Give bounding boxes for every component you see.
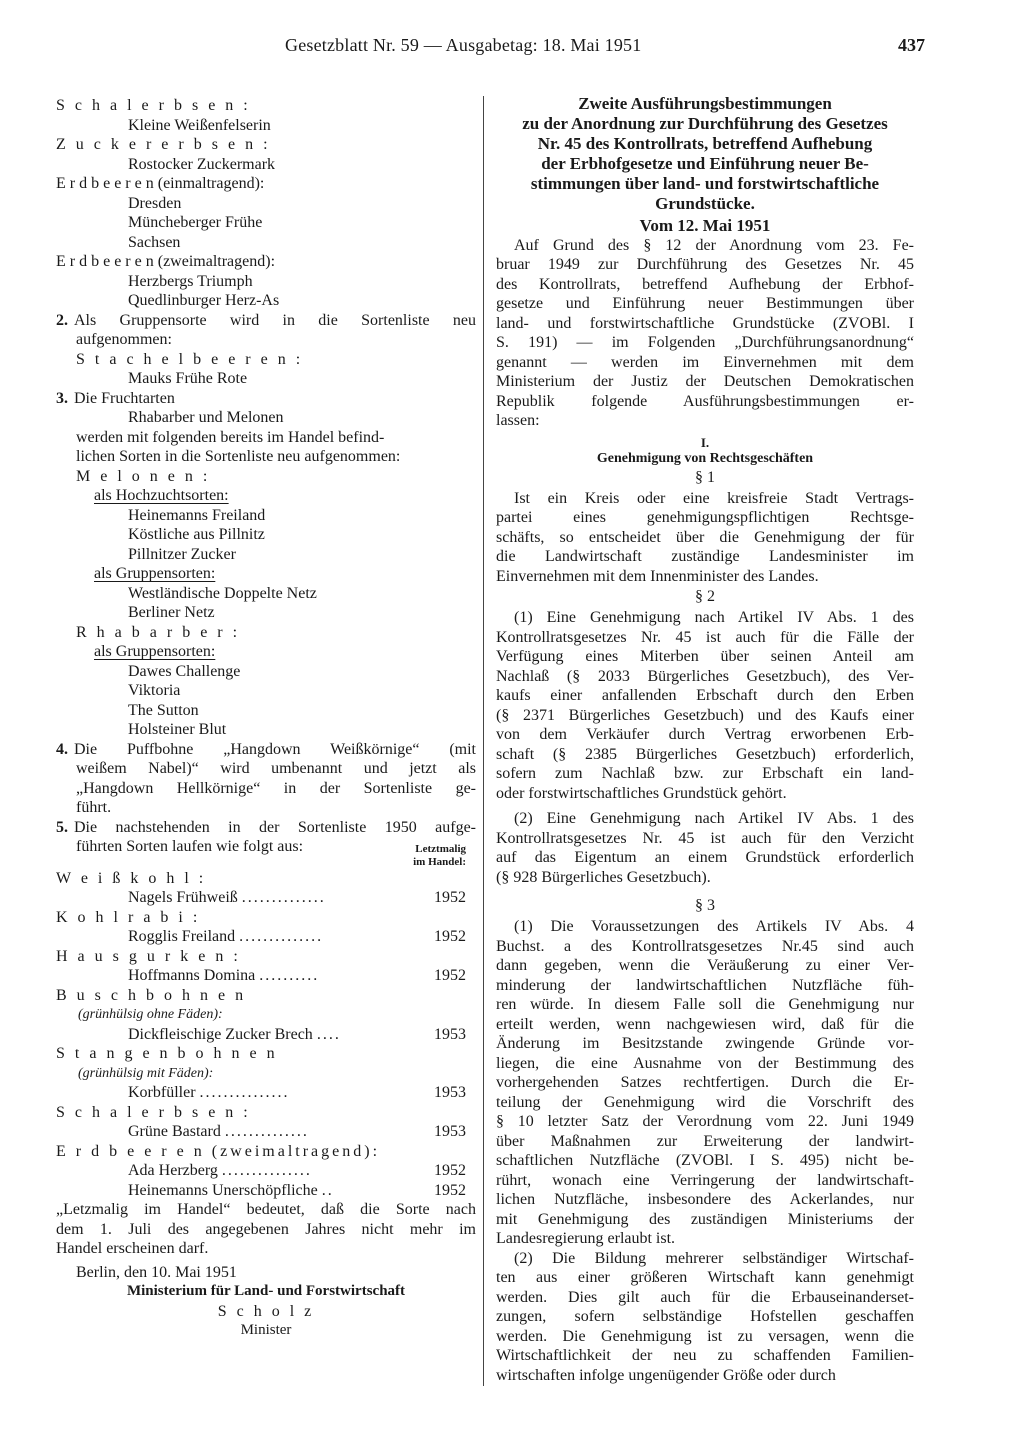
title-line: Nr. 45 des Kontrollrats, betreffend Aufhebung [537, 134, 873, 153]
leader-dots: ............... [199, 1084, 290, 1101]
category-label: S c h a l e r b s e n : [56, 97, 251, 114]
column-divider [483, 96, 484, 1386]
text-line: Landesregierung erlaubt ist. [496, 1230, 676, 1247]
text-line: (1) Eine Genehmigung nach Artikel IV Abs. 1 des [514, 609, 914, 626]
text-line: führten Sorten laufen wie folgt aus: [76, 838, 304, 855]
intro-paragraph [496, 236, 914, 431]
page-number: 437 [898, 35, 925, 55]
variety-name: Rogglis Freiland [128, 928, 236, 945]
expiry-year: 1953 [434, 1025, 466, 1043]
variety-name: Ada Herzberg [128, 1162, 218, 1179]
decree-title [496, 94, 914, 214]
variety-name: Sachsen [128, 233, 181, 251]
item-number: 2. [56, 311, 68, 329]
category-label: M e l o n e n : [76, 467, 211, 485]
section-1-text [496, 489, 914, 587]
text-line: S. 191) — im Folgenden „Durchführungsanordnung“ [496, 334, 914, 351]
subcategory-label: als Gruppensorten: [94, 565, 216, 582]
signer-title: Minister [240, 1322, 292, 1338]
category-label: E r d b e e r e n (einmaltragend): [56, 175, 265, 192]
table-row [56, 1181, 476, 1201]
table-row [56, 1025, 476, 1045]
subcategory-label: als Hochzuchtsorten: [94, 487, 229, 504]
text-line: Einvernehmen mit dem Innenminister des Landes. [496, 567, 819, 585]
title-line: Grundstücke. [655, 194, 755, 213]
right-column [496, 94, 914, 1385]
section-2-paragraph-1 [496, 608, 914, 803]
text-line: Kontrollratsgesetzes Nr. 45 ist auch für den Verzicht [496, 829, 914, 847]
text-line: ren würde. In diesem Falle soll die Genehmigung nur [496, 996, 914, 1013]
variety-name: Dickfleischige Zucker Brech [128, 1025, 313, 1043]
text-line: auf das Eigentum an einem Grundstück erforderlich [496, 849, 914, 866]
text-line: land- und forstwirtschaftliche Grundstücke (ZVOBl. I [496, 314, 914, 332]
variety-name: Quedlinburger Herz-As [128, 292, 280, 309]
text-line: schäfts, so entscheidet über die Genehmigung der für [496, 528, 914, 546]
text-line: (§ 2371 Bürgerliches Gesetzbuch) und des Kaufs einer [496, 706, 914, 724]
variety-name: Müncheberger Frühe [128, 214, 263, 231]
text-line: sofern zum Nachlaß bzw. zur Erbschaft ein land- [496, 765, 914, 782]
text-line: „Letzmalig im Handel“ bedeutet, daß die Sorte nach [56, 1201, 476, 1218]
expiry-year: 1952 [434, 928, 466, 945]
text-line: kaufs einer anfallenden Erbschaft durch den Erben [496, 687, 914, 704]
text-line: Die Puffbohne „Hangdown Weißkörnige“ (mit [74, 740, 476, 758]
text-line: führt. [76, 799, 112, 816]
place-date: Berlin, den 10. Mai 1951 [76, 1263, 237, 1281]
variety-name: Dawes Challenge [128, 662, 241, 680]
section-3-paragraph-2 [496, 1249, 914, 1386]
text-line: Buchst. a des Kontrollratsgesetzes Nr.45 sind auch [496, 937, 914, 955]
variety-name: The Sutton [128, 701, 199, 719]
variety-name: Pillnitzer Zucker [128, 545, 236, 563]
text-line: Als Gruppensorte wird in die Sortenliste neu [74, 311, 476, 329]
table-row [56, 1161, 476, 1181]
part-number: I. [700, 434, 710, 450]
text-line: Rhabarber und Melonen [128, 409, 284, 426]
expiry-table [56, 869, 476, 1201]
leader-dots: .... [316, 1025, 341, 1043]
item-2 [56, 311, 476, 389]
variety-name: Hoffmanns Domina [128, 967, 256, 984]
category-label: S t a c h e l b e e r e n : [76, 350, 304, 368]
text-line: mit Genehmigung des zuständigen Ministeriums der [496, 1210, 914, 1228]
text-line: oder forstwirtschaftliches Grundstück gehört. [496, 784, 787, 802]
text-line: (1) Die Voraussetzungen des Artikels IV Abs. 4 [514, 918, 914, 935]
subcategory-label: als Gruppensorten: [94, 643, 216, 660]
category-label: Z u c k e r e r b s e n : [56, 136, 271, 153]
text-line: dann gegeben, wenn die Veräußerung zu einer Ver- [496, 957, 914, 974]
category-note: (grünhülsig ohne Fäden): [78, 1007, 223, 1022]
variety-name: Rostocker Zuckermark [128, 155, 276, 173]
part-title: Genehmigung von Rechtsgeschäften [596, 450, 814, 466]
signer-name: S c h o l z [217, 1302, 315, 1320]
text-line: teilung der Genehmigung wird die Vorschrift des [496, 1093, 914, 1111]
text-line: bruar 1949 zur Durchführung des Gesetzes Nr. 45 [496, 256, 914, 273]
column-header-line: Letztmalig [415, 842, 466, 855]
title-line: Zweite Ausführungsbestimmungen [578, 94, 832, 113]
variety-list-1 [56, 96, 476, 311]
expiry-year: 1952 [434, 967, 466, 984]
item-number: 5. [56, 818, 68, 836]
text-line: werden mit folgenden bereits im Handel befind- [76, 428, 385, 446]
text-line: Auf Grund des § 12 der Anordnung vom 23. Fe- [514, 236, 914, 254]
text-line: schaft (§ 2385 Bürgerliches Gesetzbuch) erforderlich, [496, 745, 914, 763]
leader-dots: .............. [239, 928, 324, 945]
text-line: liegen, die eine Ausnahme von der Bestimmung des [496, 1054, 914, 1072]
text-line: dem 1. Juli des angegebenen Jahres nicht mehr im [56, 1220, 476, 1238]
text-line: genannt — werden im Einvernehmen mit dem [496, 353, 914, 371]
text-line: werden. Dies gilt auch für die Erbauseinanderset- [496, 1288, 914, 1306]
text-line: (2) Die Bildung mehrerer selbständiger Wirtschaf- [514, 1249, 914, 1267]
variety-name: Heinemanns Unerschöpfliche [128, 1181, 318, 1199]
text-line: Ministerium der Justiz der Deutschen Demokratischen [496, 373, 914, 390]
text-line: partei eines genehmigungspflichtigen Rechtsge- [496, 509, 914, 526]
variety-name: Heinemanns Freiland [128, 506, 266, 524]
text-line: lichen Nutzfläche, insbesondere des Ackerlandes, nur [496, 1191, 914, 1208]
text-line: Wirtschaftlichkeit der neu zu schaffenden Familien- [496, 1347, 914, 1364]
variety-name: Dresden [128, 194, 182, 212]
text-line: Kontrollratsgesetzes Nr. 45 ist auch für die Fälle der [496, 628, 914, 646]
table-row [56, 1083, 476, 1103]
text-line: Handel erscheinen darf. [56, 1240, 209, 1257]
page-header [0, 36, 1024, 60]
variety-name: Herzbergs Triumph [128, 272, 253, 290]
text-line: minderung der landwirtschaftlichen Nutzfläche füh- [496, 976, 914, 994]
section-2-paragraph-2 [496, 809, 914, 887]
expiry-year: 1953 [434, 1123, 466, 1140]
variety-name: Kleine Weißenfelserin [128, 116, 271, 134]
text-line: Ist ein Kreis oder eine kreisfreie Stadt Vertrags- [514, 489, 914, 507]
text-line: (§ 928 Bürgerliches Gesetzbuch). [496, 868, 711, 886]
text-line: Nachlaß (§ 2033 Bürgerliches Gesetzbuch), des Ver- [496, 667, 914, 685]
leader-dots: ............... [221, 1162, 312, 1179]
category-note: (grünhülsig mit Fäden): [78, 1065, 214, 1081]
text-line: „Hangdown Hellkörnige“ in der Sortenliste ge- [76, 779, 476, 797]
category-label: B u s c h b o h n e n [56, 986, 247, 1004]
variety-name: Viktoria [128, 682, 181, 699]
gazette-title: Gesetzblatt Nr. 59 — Ausgabetag: 18. Mai 1951 [285, 35, 642, 55]
table-row [56, 888, 476, 908]
text-line: § 10 letzter Satz der Verordnung vom 22. Juni 1949 [496, 1113, 914, 1130]
left-column [56, 96, 476, 1341]
leader-dots: .............. [241, 889, 326, 906]
leader-dots: .. [321, 1181, 334, 1199]
text-line: weißem Nabel)“ wird umbenannt und jetzt als [76, 760, 476, 777]
item-4 [56, 740, 476, 818]
variety-name: Westländische Doppelte Netz [128, 584, 317, 602]
category-label: R h a b a r b e r : [76, 623, 241, 641]
category-label: W e i ß k o h l : [56, 869, 207, 887]
expiry-year: 1952 [434, 889, 466, 906]
category-label: E r d b e e r e n (zweimaltragend): [56, 1142, 381, 1160]
category-label: S c h a l e r b s e n : [56, 1103, 251, 1121]
text-line: über Maßnahmen zur Erweiterung der landwirt- [496, 1132, 914, 1150]
expiry-year: 1952 [434, 1181, 466, 1199]
text-line: des Kontrollrats, betreffend Aufhebung der Erbhof- [496, 275, 914, 293]
table-row [56, 927, 476, 947]
variety-name: Korbfüller [128, 1084, 196, 1101]
text-line: werden. Die Genehmigung ist zu versagen, wenn die [496, 1327, 914, 1345]
text-line: zungen, sofern selbständige Hofstellen geschaffen [496, 1308, 914, 1325]
table-row [56, 966, 476, 986]
text-line: erteilt werden, wenn nachgewiesen wird, daß für die [496, 1015, 914, 1033]
text-line: aufgenommen: [76, 331, 172, 348]
section-3-paragraph-1 [496, 917, 914, 1249]
text-line: die Landwirtschaft zuständige Landesminister im [496, 548, 914, 565]
category-label: K o h l r a b i : [56, 908, 201, 926]
section-2-heading: § 2 [695, 588, 715, 605]
text-line: Änderung im Besitzstande zwingende Gründe vor- [496, 1035, 914, 1052]
leader-dots: .............. [224, 1123, 309, 1140]
category-label: S t a n g e n b o h n e n [56, 1045, 278, 1062]
section-1-heading: § 1 [695, 468, 715, 486]
text-line: ten aus einer größeren Wirtschaft kann genehmigt [496, 1269, 914, 1286]
variety-name: Mauks Frühe Rote [128, 370, 248, 387]
item-number: 3. [56, 389, 68, 407]
category-label: E r d b e e r e n (zweimaltragend): [56, 253, 276, 270]
text-line: wirtschaften infolge ungenügender Größe oder durch [496, 1366, 836, 1384]
variety-name: Berliner Netz [128, 604, 215, 621]
section-3-heading: § 3 [695, 897, 715, 914]
text-line: von dem Verkäufer durch Vertrag erworbenen Erb- [496, 726, 914, 743]
title-line: stimmungen über land- und forstwirtschaftliche [530, 174, 880, 193]
text-line: Die nachstehenden in der Sortenliste 1950 aufge- [74, 818, 476, 836]
variety-name: Nagels Frühweiß [128, 889, 238, 906]
text-line: rührt, wonach eine Verringerung der landwirtschaft- [496, 1171, 914, 1189]
closing-note [56, 1200, 476, 1259]
variety-name: Köstliche aus Pillnitz [128, 526, 265, 543]
table-row [56, 1122, 476, 1142]
expiry-year: 1953 [434, 1084, 466, 1101]
text-line: lassen: [496, 412, 540, 429]
text-line: Verfügung eines Miterben über seinen Anteil am [496, 648, 914, 665]
title-line: der Erbhofgesetze und Einführung neuer Be- [541, 154, 869, 173]
variety-name: Holsteiner Blut [128, 721, 227, 738]
text-line: lichen Sorten in die Sortenliste neu aufgenommen: [76, 448, 401, 465]
item-number: 4. [56, 740, 68, 758]
variety-name: Grüne Bastard [128, 1123, 221, 1140]
decree-date: Vom 12. Mai 1951 [639, 216, 771, 235]
ministry-name: Ministerium für Land- und Forstwirtschaft [126, 1283, 406, 1299]
text-line: schaftlichen Nutzfläche (ZVOBl. I S. 495) nicht be- [496, 1152, 914, 1169]
item-5 [56, 818, 476, 1201]
title-line: zu der Anordnung zur Durchführung des Gesetzes [522, 114, 888, 133]
category-label: H a u s g u r k e n : [56, 947, 241, 965]
text-line: Die Fruchtarten [74, 389, 175, 407]
text-line: gesetze und Einführung neuer Bestimmungen über [496, 295, 914, 312]
text-line: vorhergehenden Satzes rechtfertigen. Durch die Er- [496, 1074, 914, 1091]
text-line: Republik folgende Ausführungsbestimmungen er- [496, 392, 914, 410]
expiry-year: 1952 [434, 1162, 466, 1179]
item-3 [56, 389, 476, 740]
leader-dots: .......... [259, 967, 320, 984]
text-line: (2) Eine Genehmigung nach Artikel IV Abs. 1 des [514, 810, 914, 827]
column-header-line: im Handel: [413, 855, 466, 868]
